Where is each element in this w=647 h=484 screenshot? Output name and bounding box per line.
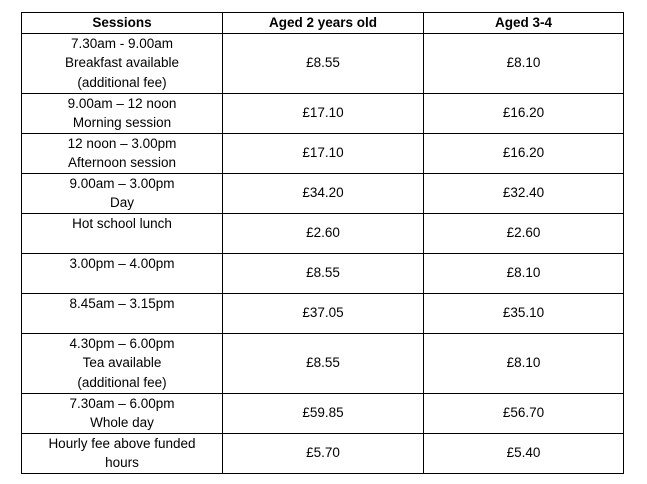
fee-aged-2: £59.85 bbox=[223, 393, 424, 433]
session-text: Hourly fee above funded bbox=[48, 435, 196, 451]
session-text: 4.30pm – 6.00pm bbox=[69, 335, 175, 351]
fee-aged-3-4: £2.60 bbox=[424, 213, 624, 253]
fee-aged-2: £8.55 bbox=[223, 253, 424, 293]
table-row bbox=[22, 213, 624, 253]
session-text: (additional fee) bbox=[77, 74, 167, 90]
session-cell bbox=[22, 133, 223, 173]
table-row bbox=[22, 173, 624, 213]
fee-aged-3-4: £32.40 bbox=[424, 173, 624, 213]
session-cell bbox=[22, 213, 223, 253]
fee-aged-2: £37.05 bbox=[223, 293, 424, 333]
session-text: (additional fee) bbox=[77, 374, 167, 390]
session-text: 12 noon – 3.00pm bbox=[67, 135, 177, 151]
table-row bbox=[22, 133, 624, 173]
session-text: Afternoon session bbox=[67, 155, 177, 170]
table-row bbox=[22, 433, 624, 473]
session-text: Morning session bbox=[72, 115, 172, 130]
session-text: Hot school lunch bbox=[72, 215, 172, 231]
session-cell bbox=[22, 173, 223, 213]
header-aged-3-4: Aged 3-4 bbox=[424, 13, 624, 34]
fee-aged-3-4: £8.10 bbox=[424, 33, 624, 93]
session-text: Tea available bbox=[82, 355, 162, 370]
session-text: 8.45am – 3.15pm bbox=[69, 295, 175, 311]
fee-aged-2: £8.55 bbox=[223, 333, 424, 393]
session-text: 9.00am – 12 noon bbox=[67, 95, 177, 111]
session-text: Day bbox=[109, 195, 134, 210]
fee-aged-2: £5.70 bbox=[223, 433, 424, 473]
fee-aged-3-4: £56.70 bbox=[424, 393, 624, 433]
fee-aged-3-4: £5.40 bbox=[424, 433, 624, 473]
session-text: 7.30am – 6.00pm bbox=[69, 395, 175, 411]
table-row bbox=[22, 93, 624, 133]
fee-aged-2: £8.55 bbox=[223, 33, 424, 93]
session-cell bbox=[22, 93, 223, 133]
fee-aged-2: £2.60 bbox=[223, 213, 424, 253]
table-row bbox=[22, 333, 624, 393]
fee-aged-3-4: £8.10 bbox=[424, 253, 624, 293]
session-cell bbox=[22, 33, 223, 93]
fee-aged-2: £17.10 bbox=[223, 133, 424, 173]
fee-aged-3-4: £16.20 bbox=[424, 93, 624, 133]
session-cell bbox=[22, 293, 223, 333]
session-cell bbox=[22, 393, 223, 433]
session-cell bbox=[22, 333, 223, 393]
fee-aged-2: £34.20 bbox=[223, 173, 424, 213]
fee-aged-3-4: £35.10 bbox=[424, 293, 624, 333]
session-text: 9.00am – 3.00pm bbox=[69, 175, 175, 191]
session-fees-table bbox=[21, 12, 624, 474]
header-sessions: Sessions bbox=[22, 13, 223, 34]
session-text: Breakfast available bbox=[64, 55, 180, 70]
session-text: 3.00pm – 4.00pm bbox=[69, 255, 175, 271]
table-row bbox=[22, 393, 624, 433]
session-cell bbox=[22, 433, 223, 473]
fee-aged-2: £17.10 bbox=[223, 93, 424, 133]
session-cell bbox=[22, 253, 223, 293]
session-text: Whole day bbox=[90, 415, 154, 430]
fee-aged-3-4: £16.20 bbox=[424, 133, 624, 173]
session-text: 7.30am - 9.00am bbox=[70, 35, 174, 51]
header-aged-2: Aged 2 years old bbox=[223, 13, 424, 34]
table-row bbox=[22, 293, 624, 333]
session-text: hours bbox=[105, 455, 139, 470]
table-row bbox=[22, 33, 624, 93]
table-header-row bbox=[22, 13, 624, 34]
table-row bbox=[22, 253, 624, 293]
fee-aged-3-4: £8.10 bbox=[424, 333, 624, 393]
